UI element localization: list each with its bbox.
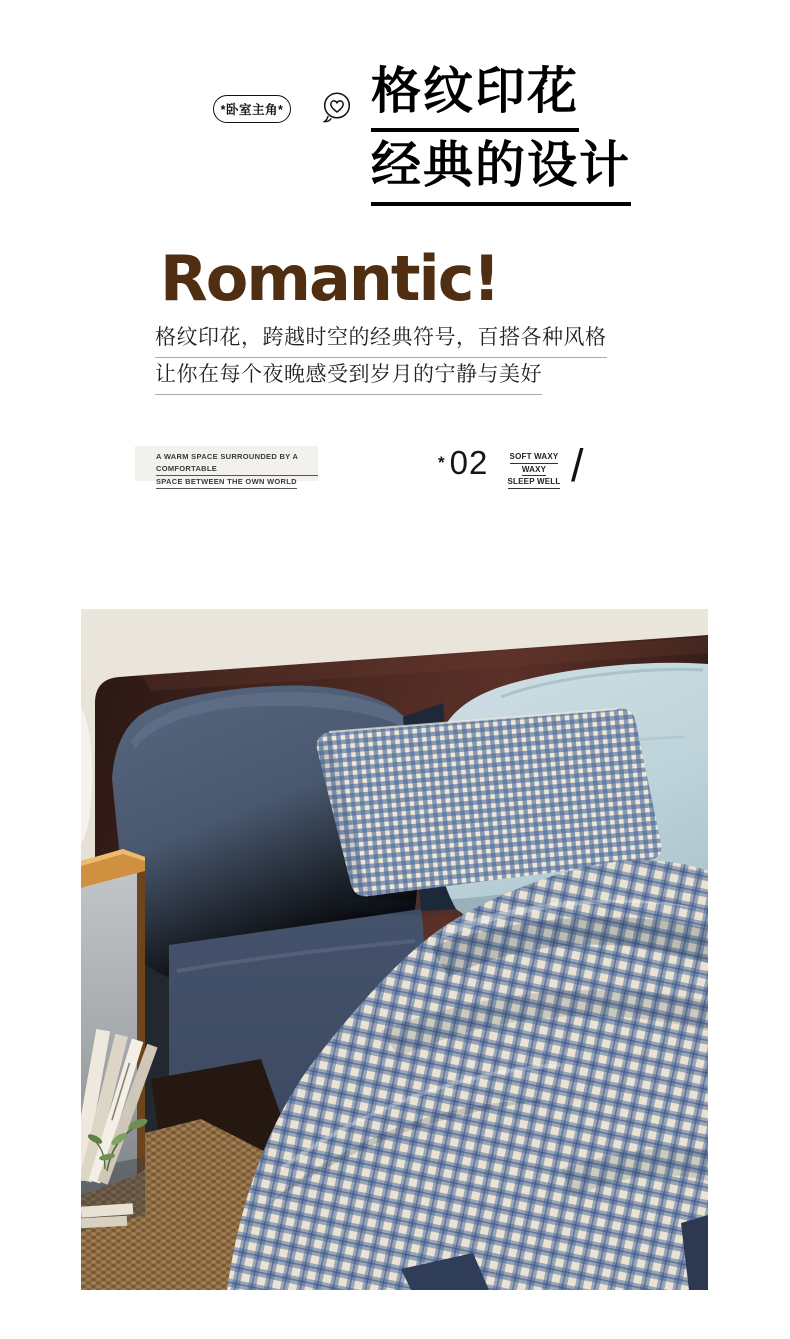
page-number: 02 <box>449 444 489 481</box>
description-line-1: 格纹印花，跨越时空的经典符号，百搭各种风格 <box>155 321 607 358</box>
headline-romantic: Romantic! <box>160 242 499 315</box>
tagline-line-3: SLEEP WELL <box>508 476 561 489</box>
description <box>155 321 607 395</box>
page-marker <box>438 444 488 482</box>
tagline-line-2: WAXY <box>522 464 546 477</box>
bedroom-hero-badge <box>213 95 291 123</box>
page-marker-asterisk: * <box>438 453 445 472</box>
heart-bubble-icon <box>321 91 353 124</box>
slash-divider: / <box>571 440 584 491</box>
page-title <box>371 58 631 206</box>
product-photo <box>81 609 708 1290</box>
photo-scene <box>81 609 708 1290</box>
caption-line-1: A WARM SPACE SURROUNDED BY A COMFORTABLE <box>156 451 318 476</box>
tagline <box>503 451 565 489</box>
title-line-2: 经典的设计 <box>371 132 631 206</box>
caption-line-2: SPACE BETWEEN THE OWN WORLD <box>156 476 297 489</box>
title-line-1: 格纹印花 <box>371 58 579 132</box>
tagline-line-1: SOFT WAXY <box>510 451 559 464</box>
description-line-2: 让你在每个夜晚感受到岁月的宁静与美好 <box>155 358 542 395</box>
badge-label: *卧室主角* <box>220 103 284 117</box>
caption-card <box>135 446 318 486</box>
